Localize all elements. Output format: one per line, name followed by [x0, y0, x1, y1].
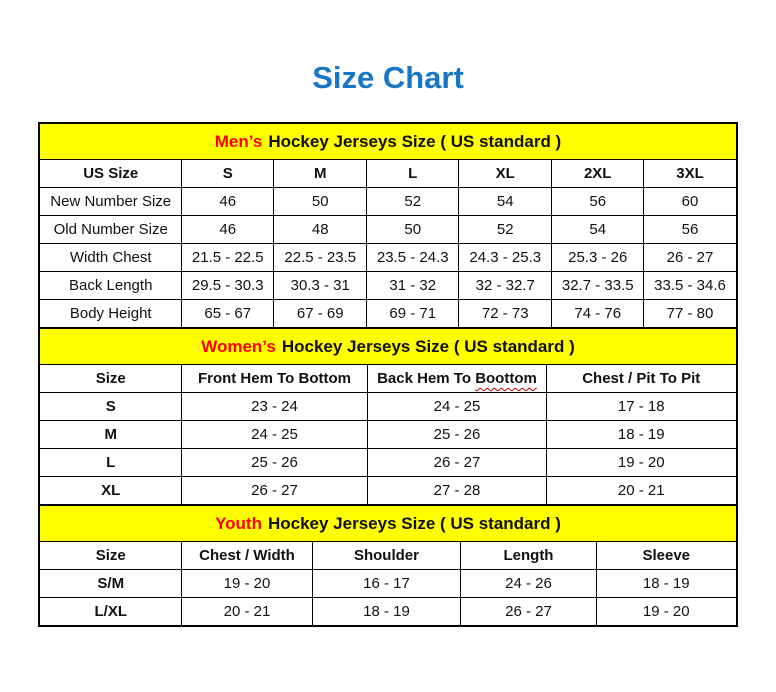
youth-banner-highlight: Youth	[215, 513, 262, 533]
womens-section-banner	[39, 328, 736, 365]
table-cell: 24 - 25	[367, 393, 546, 421]
table-cell: 60	[644, 188, 737, 216]
table-cell: 24.3 - 25.3	[459, 244, 552, 272]
row-label: XL	[39, 477, 181, 506]
table-cell: 26 - 27	[367, 449, 546, 477]
table-cell: 30.3 - 31	[274, 272, 367, 300]
youth-section-banner	[39, 505, 736, 542]
column-header: Size	[39, 365, 181, 393]
table-cell: 26 - 27	[460, 598, 596, 627]
table-cell: 32 - 32.7	[459, 272, 552, 300]
mens-banner-row	[39, 123, 736, 160]
table-cell: 32.7 - 33.5	[551, 272, 644, 300]
mens-section-banner	[39, 123, 736, 160]
table-cell: 24 - 26	[460, 570, 596, 598]
womens-banner-row	[39, 328, 736, 365]
youth-banner-row	[39, 505, 736, 542]
table-cell: 52	[459, 216, 552, 244]
table-cell: 69 - 71	[366, 300, 459, 329]
row-label: M	[39, 421, 181, 449]
column-header: Length	[460, 542, 596, 570]
table-cell: 54	[459, 188, 552, 216]
table-row	[39, 477, 736, 506]
table-cell: 22.5 - 23.5	[274, 244, 367, 272]
row-label: Back Length	[39, 272, 181, 300]
table-cell: 20 - 21	[546, 477, 736, 506]
column-header: Front Hem To Bottom	[181, 365, 367, 393]
womens-header-row	[39, 365, 736, 393]
column-header: Shoulder	[312, 542, 460, 570]
table-cell: 48	[274, 216, 367, 244]
table-cell: 26 - 27	[181, 477, 367, 506]
row-label: Body Height	[39, 300, 181, 329]
table-cell: 18 - 19	[312, 598, 460, 627]
table-cell: 19 - 20	[596, 598, 736, 627]
mens-banner-highlight: Men’s	[214, 131, 263, 151]
column-header: 2XL	[551, 160, 644, 188]
column-header: XL	[459, 160, 552, 188]
table-cell: 29.5 - 30.3	[181, 272, 274, 300]
table-row	[39, 570, 736, 598]
youth-banner-title: Hockey Jerseys Size ( US standard )	[267, 513, 561, 533]
row-label: L/XL	[39, 598, 181, 627]
table-row	[39, 393, 736, 421]
page-title: Size Chart	[312, 60, 464, 95]
table-cell: 27 - 28	[367, 477, 546, 506]
table-cell: 56	[644, 216, 737, 244]
misspelled-word: Boottom	[475, 370, 537, 387]
table-cell: 74 - 76	[551, 300, 644, 329]
table-cell: 46	[181, 188, 274, 216]
row-label: S	[39, 393, 181, 421]
column-header: Chest / Pit To Pit	[546, 365, 736, 393]
womens-banner-highlight: Women’s	[201, 336, 276, 356]
row-label: S/M	[39, 570, 181, 598]
table-cell: 67 - 69	[274, 300, 367, 329]
column-header: M	[274, 160, 367, 188]
table-cell: 72 - 73	[459, 300, 552, 329]
table-row	[39, 272, 736, 300]
table-cell: 18 - 19	[596, 570, 736, 598]
table-cell: 20 - 21	[181, 598, 312, 627]
table-cell: 21.5 - 22.5	[181, 244, 274, 272]
youth-size-table	[38, 504, 737, 627]
mens-banner-title: Hockey Jerseys Size ( US standard )	[268, 131, 562, 151]
column-header: Chest / Width	[181, 542, 312, 570]
table-cell: 31 - 32	[366, 272, 459, 300]
table-cell: 65 - 67	[181, 300, 274, 329]
column-header-text: Back Hem To	[377, 370, 472, 387]
table-row	[39, 188, 736, 216]
table-cell: 23 - 24	[181, 393, 367, 421]
table-row	[39, 598, 736, 627]
mens-header-row	[39, 160, 736, 188]
table-cell: 46	[181, 216, 274, 244]
column-header: Size	[39, 542, 181, 570]
table-row	[39, 216, 736, 244]
table-cell: 52	[366, 188, 459, 216]
womens-size-table	[38, 327, 737, 506]
womens-banner-title: Hockey Jerseys Size ( US standard )	[281, 336, 575, 356]
table-row	[39, 244, 736, 272]
row-label: New Number Size	[39, 188, 181, 216]
mens-size-table	[38, 122, 737, 329]
column-header	[367, 365, 546, 393]
table-cell: 16 - 17	[312, 570, 460, 598]
table-cell: 56	[551, 188, 644, 216]
table-cell: 23.5 - 24.3	[366, 244, 459, 272]
table-cell: 25.3 - 26	[551, 244, 644, 272]
table-cell: 77 - 80	[644, 300, 737, 329]
table-cell: 33.5 - 34.6	[644, 272, 737, 300]
table-cell: 54	[551, 216, 644, 244]
column-header: 3XL	[644, 160, 737, 188]
column-header: US Size	[39, 160, 181, 188]
table-cell: 19 - 20	[546, 449, 736, 477]
table-cell: 50	[366, 216, 459, 244]
table-cell: 25 - 26	[181, 449, 367, 477]
row-label: Width Chest	[39, 244, 181, 272]
table-cell: 24 - 25	[181, 421, 367, 449]
table-cell: 25 - 26	[367, 421, 546, 449]
table-cell: 26 - 27	[644, 244, 737, 272]
youth-header-row	[39, 542, 736, 570]
column-header: S	[181, 160, 274, 188]
table-cell: 50	[274, 188, 367, 216]
table-cell: 18 - 19	[546, 421, 736, 449]
table-row	[39, 421, 736, 449]
table-cell: 19 - 20	[181, 570, 312, 598]
row-label: L	[39, 449, 181, 477]
column-header: L	[366, 160, 459, 188]
column-header: Sleeve	[596, 542, 736, 570]
table-row	[39, 449, 736, 477]
row-label: Old Number Size	[39, 216, 181, 244]
table-row	[39, 300, 736, 329]
table-cell: 17 - 18	[546, 393, 736, 421]
